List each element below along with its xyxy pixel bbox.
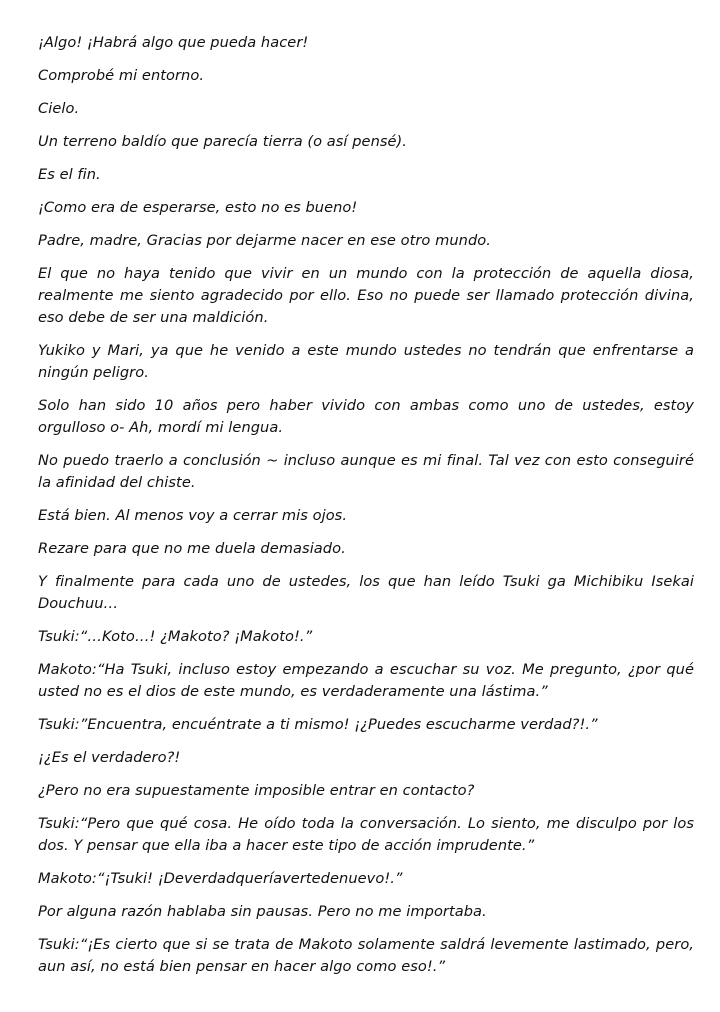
paragraph: Por alguna razón hablaba sin pausas. Pero no me importaba. (38, 903, 487, 920)
paragraph: Tsuki:“Pero que qué cosa. He oído toda la conversación. Lo siento, me disculpo por los dos. Y pensar que ella iba a hacer este tipo de acción imprudente.” (38, 815, 694, 854)
paragraph: Tsuki:”Encuentra, encuéntrate a ti mismo! ¡¿Puedes escucharme verdad?!.” (38, 716, 598, 733)
paragraph: Es el fin. (38, 166, 101, 183)
paragraph: Tsuki:“…Koto…! ¿Makoto? ¡Makoto!.” (38, 628, 313, 645)
paragraph: ¡Algo! ¡Habrá algo que pueda hacer! (38, 34, 309, 51)
paragraph: Tsuki:“¡Es cierto que si se trata de Makoto solamente saldrá levemente lastimado, pero, aun así, no está bien pensar en hacer algo como eso!.” (38, 936, 694, 975)
paragraph: Un terreno baldío que parecía tierra (o así pensé). (38, 133, 407, 150)
paragraph: Cielo. (38, 100, 80, 117)
paragraph: No puedo traerlo a conclusión ~ incluso aunque es mi final. Tal vez con esto conseguiré la afinidad del chiste. (38, 452, 694, 491)
paragraph: Yukiko y Mari, ya que he venido a este mundo ustedes no tendrán que enfrentarse a ningún peligro. (38, 342, 694, 381)
paragraph: Solo han sido 10 años pero haber vivido con ambas como uno de ustedes, estoy orgulloso o- Ah, mordí mi lengua. (38, 397, 694, 436)
paragraph: Rezare para que no me duela demasiado. (38, 540, 346, 557)
paragraph: Está bien. Al menos voy a cerrar mis ojos. (38, 507, 348, 524)
paragraph: ¡Como era de esperarse, esto no es bueno! (38, 199, 358, 216)
paragraph: Makoto:“Ha Tsuki, incluso estoy empezando a escuchar su voz. Me pregunto, ¿por qué usted no es el dios de este mundo, es verdaderamente una lástima.” (38, 661, 694, 700)
text-body (38, 32, 694, 989)
paragraph: Y finalmente para cada uno de ustedes, los que han leído Tsuki ga Michibiku Isekai Douchuu… (38, 573, 694, 612)
paragraph: ¡¿Es el verdadero?! (38, 749, 181, 766)
paragraph: Makoto:“¡Tsuki! ¡Deverdadqueríavertedenuevo!.” (38, 870, 403, 887)
paragraph: Comprobé mi entorno. (38, 67, 205, 84)
paragraph: El que no haya tenido que vivir en un mundo con la protección de aquella diosa, realmente me siento agradecido por ello. Eso no puede ser llamado protección divina, eso debe de ser una maldición. (38, 265, 694, 326)
paragraph: Padre, madre, Gracias por dejarme nacer en ese otro mundo. (38, 232, 491, 249)
paragraph: ¿Pero no era supuestamente imposible entrar en contacto? (38, 782, 475, 799)
